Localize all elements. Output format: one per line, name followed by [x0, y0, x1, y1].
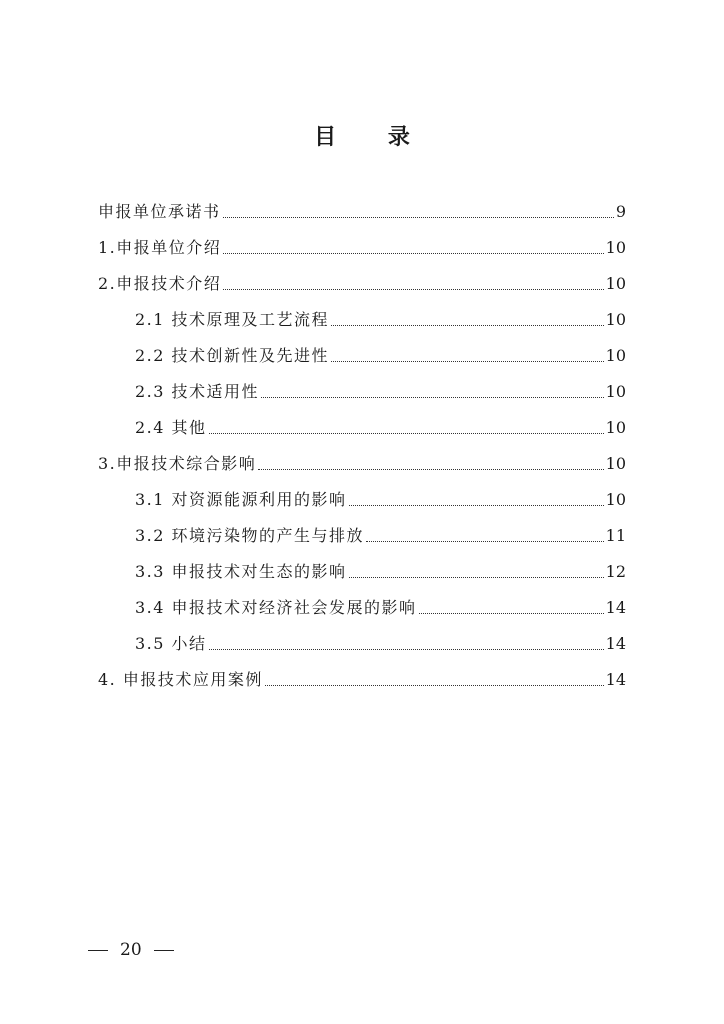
toc-entry-title: 2.申报技术介绍: [98, 274, 222, 293]
toc-entry[interactable]: [135, 482, 626, 510]
toc-leader-dots: [261, 397, 604, 398]
toc-entry-title: 2.4 其他: [135, 418, 207, 437]
toc-leader-dots: [419, 613, 604, 614]
toc-entry[interactable]: [135, 518, 626, 546]
toc-entry-page: 9: [615, 202, 626, 221]
toc-entry-page: 10: [605, 346, 626, 365]
toc-entry-page: 14: [605, 670, 626, 689]
toc-entry-title: 4. 申报技术应用案例: [98, 670, 263, 689]
toc-entry-title: 2.3 技术适用性: [135, 382, 260, 401]
toc-entry-title: 3.申报技术综合影响: [98, 454, 257, 473]
toc-entry-page: 14: [605, 634, 626, 653]
toc-entry-title: 3.4 申报技术对经济社会发展的影响: [135, 598, 417, 617]
toc-entry[interactable]: [135, 302, 626, 330]
toc-entry-title: 申报单位承诺书: [98, 202, 221, 221]
footer-dash-right: [154, 950, 174, 951]
toc-entry[interactable]: [135, 554, 626, 582]
toc-entry[interactable]: [98, 230, 626, 258]
toc-leader-dots: [349, 505, 604, 506]
footer-dash-left: [88, 950, 108, 951]
toc-leader-dots: [349, 577, 604, 578]
toc-entry-title: 3.2 环境污染物的产生与排放: [135, 526, 365, 545]
toc-leader-dots: [209, 649, 604, 650]
toc-leader-dots: [331, 361, 604, 362]
toc-leader-dots: [223, 253, 603, 254]
page-footer: [88, 940, 174, 960]
toc-entry-page: 10: [605, 418, 626, 437]
toc-entry[interactable]: [135, 410, 626, 438]
toc-entry[interactable]: [98, 266, 626, 294]
toc-entry-page: 10: [605, 310, 626, 329]
toc-entry[interactable]: [135, 626, 626, 654]
toc-entry-title: 3.1 对资源能源利用的影响: [135, 490, 347, 509]
toc-entry-page: 12: [605, 562, 626, 581]
toc-entry[interactable]: [98, 662, 626, 690]
toc-leader-dots: [209, 433, 604, 434]
toc-leader-dots: [223, 217, 614, 218]
toc-entry-page: 10: [605, 454, 626, 473]
toc-entry-page: 10: [605, 490, 626, 509]
toc-leader-dots: [331, 325, 604, 326]
toc-entry-title: 1.申报单位介绍: [98, 238, 222, 257]
toc-leader-dots: [366, 541, 604, 542]
toc-entry-title: 3.5 小结: [135, 634, 207, 653]
toc-entry-page: 10: [605, 382, 626, 401]
toc-entry[interactable]: [98, 446, 626, 474]
toc-leader-dots: [258, 469, 603, 470]
toc-entry-title: 2.2 技术创新性及先进性: [135, 346, 330, 365]
toc-entry[interactable]: [98, 194, 626, 222]
toc-entry[interactable]: [135, 374, 626, 402]
toc-entry-page: 10: [605, 238, 626, 257]
toc-entry-title: 3.3 申报技术对生态的影响: [135, 562, 347, 581]
toc-entry[interactable]: [135, 590, 626, 618]
toc-entry-page: 11: [605, 526, 626, 545]
toc-entry[interactable]: [135, 338, 626, 366]
page-number: 20: [120, 940, 142, 960]
toc-entry-page: 10: [605, 274, 626, 293]
toc-entry-title: 2.1 技术原理及工艺流程: [135, 310, 330, 329]
toc-leader-dots: [223, 289, 603, 290]
toc-leader-dots: [265, 685, 604, 686]
page-title: 目 录: [314, 125, 432, 150]
toc-entry-page: 14: [605, 598, 626, 617]
